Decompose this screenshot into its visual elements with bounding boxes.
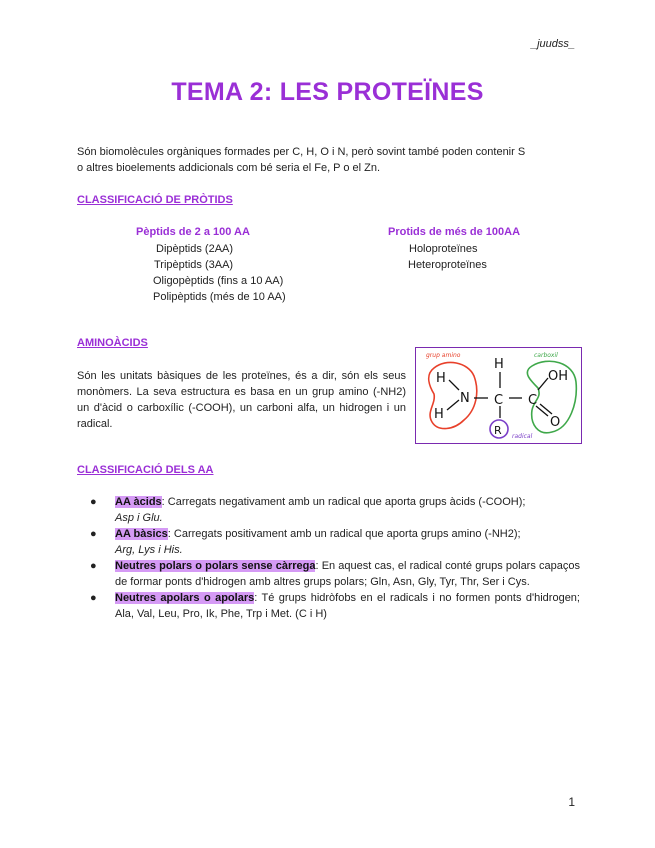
atom-c-carboxyl: C: [528, 393, 538, 408]
atom-h-top: H: [494, 357, 504, 372]
label-carboxyl: carboxil: [534, 352, 558, 359]
list-item-desc: : Carregats positivament amb un radical que aporta grups amino (-NH2);: [167, 528, 521, 540]
list-item-examples: Asp i Glu.: [115, 512, 163, 524]
peptide-item: Polipèptids (més de 10 AA): [153, 291, 286, 303]
author-signature: _juudss_: [530, 38, 575, 50]
peptide-item: Tripèptids (3AA): [154, 259, 234, 271]
atom-n: N: [460, 391, 470, 406]
list-item: [90, 590, 580, 622]
aminoacid-structure-diagram: [415, 347, 582, 444]
atom-o: O: [550, 415, 561, 430]
aminoacids-paragraph: Són les unitats bàsiques de les proteïnes, és a dir, són els seus monòmers. La seva estructura es basa en un grup amino (-NH2) un d'àcid o carboxílic (-COOH), un carboni alfa, un hidrogen i un radical.: [77, 370, 406, 430]
list-item: [90, 558, 580, 590]
label-amino: grup amino: [426, 352, 461, 359]
list-item-term: Neutres apolars o apolars: [115, 592, 255, 604]
list-item: [90, 526, 580, 558]
intro-line-2: o altres bioelements addicionals com bé seria el Fe, P o el Zn.: [77, 162, 381, 174]
peptide-item: Dipèptids (2AA): [156, 243, 234, 255]
bullet-icon: ●: [90, 496, 97, 508]
bullet-icon: ●: [90, 560, 97, 572]
section-heading-classification: CLASSIFICACIÓ DE PRÒTIDS: [77, 194, 233, 206]
section-heading-aminoacids: AMINOÀCIDS: [77, 337, 148, 349]
bullet-icon: ●: [90, 528, 97, 540]
list-item-term: AA bàsics: [115, 528, 168, 540]
peptide-item: Oligopèptids (fins a 10 AA): [153, 275, 284, 287]
atom-oh: OH: [548, 369, 569, 384]
atom-r: R: [494, 424, 502, 437]
peptides-column-title: Pèptids de 2 a 100 AA: [136, 226, 250, 238]
atom-h-bottom-left: H: [434, 407, 444, 422]
list-item-term: AA àcids: [115, 496, 162, 508]
intro-paragraph: [77, 144, 580, 176]
page-title: TEMA 2: LES PROTEÏNES: [171, 78, 484, 106]
bullet-icon: ●: [90, 592, 97, 604]
atom-c-alpha: C: [494, 393, 504, 408]
list-item-examples: Arg, Lys i His.: [115, 544, 183, 556]
atom-h-top-left: H: [436, 371, 446, 386]
protein-item: Heteroproteïnes: [408, 259, 487, 271]
list-item-term: Neutres polars o polars sense càrrega: [115, 560, 316, 572]
intro-line-1: Són biomolècules orgàniques formades per C, H, O i N, però sovint també poden contenir S: [77, 146, 526, 158]
section-heading-aa-classification: CLASSIFICACIÓ DELS AA: [77, 464, 214, 476]
proteins-column-title: Protids de més de 100AA: [388, 226, 521, 238]
list-item-desc: : Té grups hidròfobs en el radicals i no formen ponts d'hidrogen; Ala, Val, Leu, Pro, Ik, Phe, Trp i Met. (C i H): [115, 592, 580, 620]
aa-classification-list: [90, 494, 580, 622]
list-item-desc: : Carregats negativament amb un radical que aporta grups àcids (-COOH);: [161, 496, 526, 508]
protein-item: Holoproteïnes: [409, 243, 478, 255]
label-radical: radical: [512, 433, 533, 440]
list-item: [90, 494, 580, 526]
page-number: 1: [568, 795, 575, 809]
aminoacid-structure-svg: [416, 348, 581, 443]
list-item-desc: : En aquest cas, el radical conté grups polars capaços de formar ponts d'hidrogen amb altres grups polars; Gln, Asn, Gly, Tyr, Thr, Ser i Cys.: [115, 560, 580, 588]
